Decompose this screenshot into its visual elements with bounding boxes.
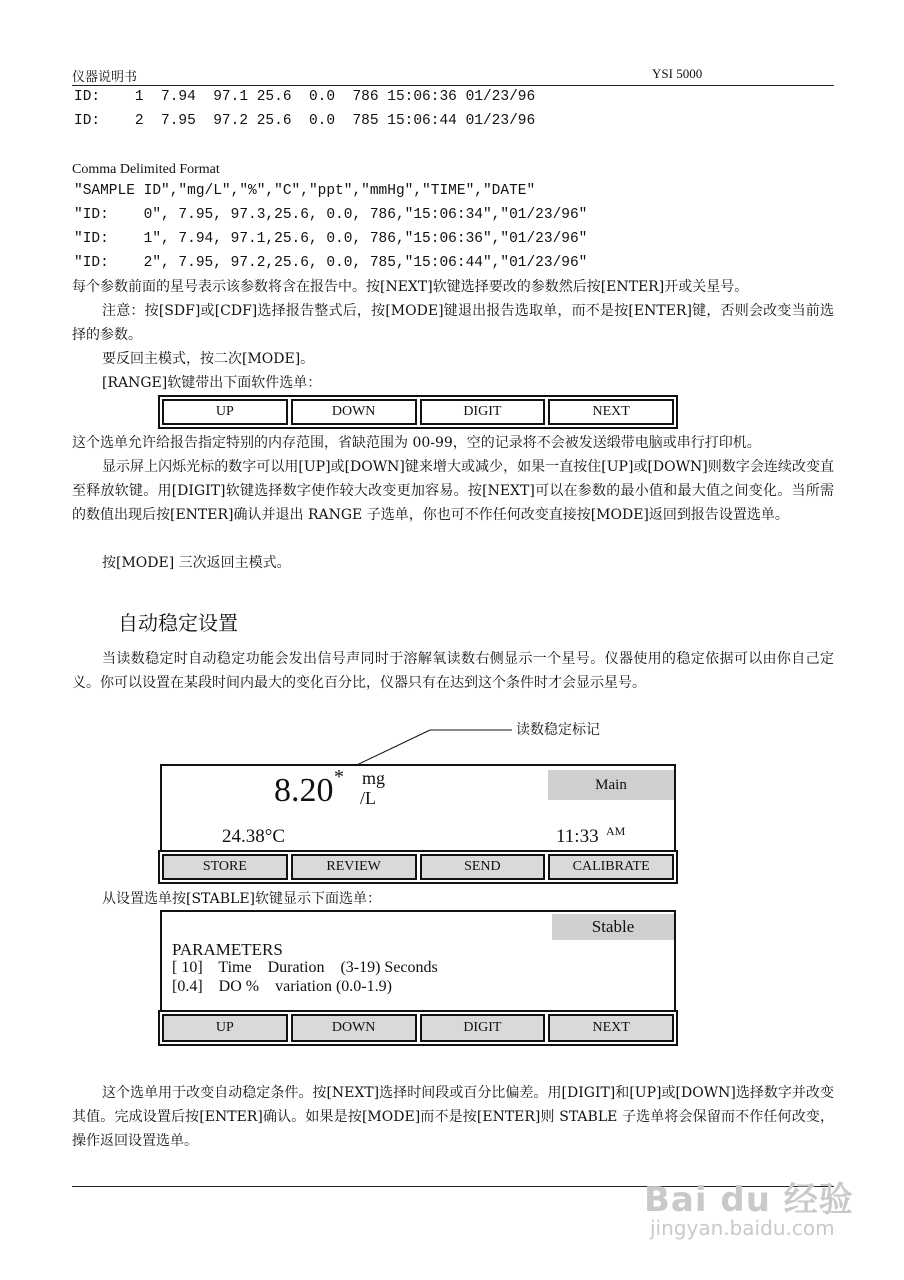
main-softkey-bar <box>158 850 678 884</box>
comma-line-1: "ID: 0", 7.95, 97.3,25.6, 0.0, 786,"15:06:34","01/23/96" <box>74 207 588 223</box>
paragraph-note: 注意：按[SDF]或[CDF]选择报告整式后，按[MODE]键退出报告选取单，而不是按[ENTER]键，否则会改变当前选择的参数。 <box>72 303 834 343</box>
comma-line-3: "ID: 2", 7.95, 97.2,25.6, 0.0, 785,"15:06:44","01/23/96" <box>74 255 588 271</box>
data-line-1: ID: 1 7.94 97.1 25.6 0.0 786 15:06:36 01/23/96 <box>74 89 536 105</box>
do-variation-param[interactable]: [0.4] DO % variation (0.0-1.9) <box>172 978 392 994</box>
stable-star: * <box>334 766 344 788</box>
watermark-brand: Bai du 经验 <box>644 1180 854 1220</box>
paragraph-mode-three: 按[MODE] 三次返回主模式。 <box>102 555 291 571</box>
range-up-key[interactable]: UP <box>162 399 288 425</box>
header-left: 仪器说明书 <box>72 70 138 85</box>
mode-tag-main: Main <box>548 770 674 800</box>
main-screen <box>160 764 676 852</box>
review-key[interactable]: REVIEW <box>291 854 417 880</box>
stable-softkey-bar <box>158 1010 678 1046</box>
header-right: YSI 5000 <box>652 66 703 81</box>
watermark-url: jingyan.baidu.com <box>650 1216 835 1240</box>
unit-bottom: /L <box>360 788 376 808</box>
range-next-key[interactable]: NEXT <box>548 399 674 425</box>
header-rule <box>72 85 834 86</box>
data-line-2: ID: 2 7.95 97.2 25.6 0.0 785 15:06:44 01/23/96 <box>74 113 536 129</box>
range-softkey-bar <box>158 395 678 429</box>
stable-next-key[interactable]: NEXT <box>548 1014 674 1042</box>
paragraph-autostable: 当读数稳定时自动稳定功能会发出信号声同时于溶解氧读数右侧显示一个星号。仪器使用的稳定依据可以由你自己定义。你可以设置在某段时间内最大的变化百分比，仪器只有在达到这个条件时才会显示星号。 <box>72 651 834 691</box>
send-key[interactable]: SEND <box>420 854 546 880</box>
mode-tag-stable: Stable <box>552 914 674 940</box>
section-title: 自动稳定设置 <box>118 611 238 635</box>
parameters-title: PARAMETERS <box>172 940 283 959</box>
paragraph-stable-menu: 从设置选单按[STABLE]软键显示下面选单： <box>102 891 382 907</box>
calibrate-key[interactable]: CALIBRATE <box>548 854 674 880</box>
paragraph-return: 要反回主模式，按二次[MODE]。 <box>102 351 315 367</box>
range-digit-key[interactable]: DIGIT <box>420 399 546 425</box>
paragraph-star: 每个参数前面的星号表示该参数将含在报告中。按[NEXT]软键选择要改的参数然后按[ENTER]开或关星号。 <box>72 279 749 295</box>
temperature-readout: 24.38°C <box>222 826 286 847</box>
stable-down-key[interactable]: DOWN <box>291 1014 417 1042</box>
ampm-readout: AM <box>606 824 626 838</box>
comma-format-title: Comma Delimited Format <box>72 162 220 177</box>
store-key[interactable]: STORE <box>162 854 288 880</box>
comma-line-header: "SAMPLE ID","mg/L","%","C","ppt","mmHg","TIME","DATE" <box>74 183 536 199</box>
paragraph-range: [RANGE]软键带出下面软件选单： <box>102 375 322 391</box>
comma-line-2: "ID: 1", 7.94, 97.1,25.6, 0.0, 786,"15:06:36","01/23/96" <box>74 231 588 247</box>
unit-top: mg <box>362 768 386 788</box>
do-reading: 8.20 <box>274 772 334 809</box>
range-down-key[interactable]: DOWN <box>291 399 417 425</box>
time-readout: 11:33 <box>556 826 599 847</box>
callout-label: 读数稳定标记 <box>516 722 600 738</box>
stable-digit-key[interactable]: DIGIT <box>420 1014 546 1042</box>
paragraph-stable-desc: 这个选单用于改变自动稳定条件。按[NEXT]选择时间段或百分比偏差。用[DIGIT]和[UP]或[DOWN]选择数字并改变其值。完成设置后按[ENTER]确认。如果是按[MODE]而不是按[ENTER]则 STABLE 子选单将会保留而不作任何改变，操作返回设置选单。 <box>72 1085 834 1149</box>
stable-up-key[interactable]: UP <box>162 1014 288 1042</box>
paragraph-cursor: 显示屏上闪烁光标的数字可以用[UP]或[DOWN]键来增大或减少，如果一直按住[UP]或[DOWN]则数字会连续改变直至释放软键。用[DIGIT]软键选择数字使作较大改变更加容易。按[NEXT]可以在参数的最小值和最大值之间变化。当所需的数值出现后按[ENTER]确认并退出 RANGE 子选单，你也可不作任何改变直接按[MODE]返回到报告设置选单。 <box>72 459 834 523</box>
paragraph-range-desc: 这个选单允许给报告指定特别的内存范围，省缺范围为 00-99，空的记录将不会被发送缎带电脑或串行打印机。 <box>72 435 761 451</box>
stable-screen <box>160 910 676 1014</box>
time-duration-param[interactable]: [ 10] Time Duration (3-19) Seconds <box>172 959 438 976</box>
